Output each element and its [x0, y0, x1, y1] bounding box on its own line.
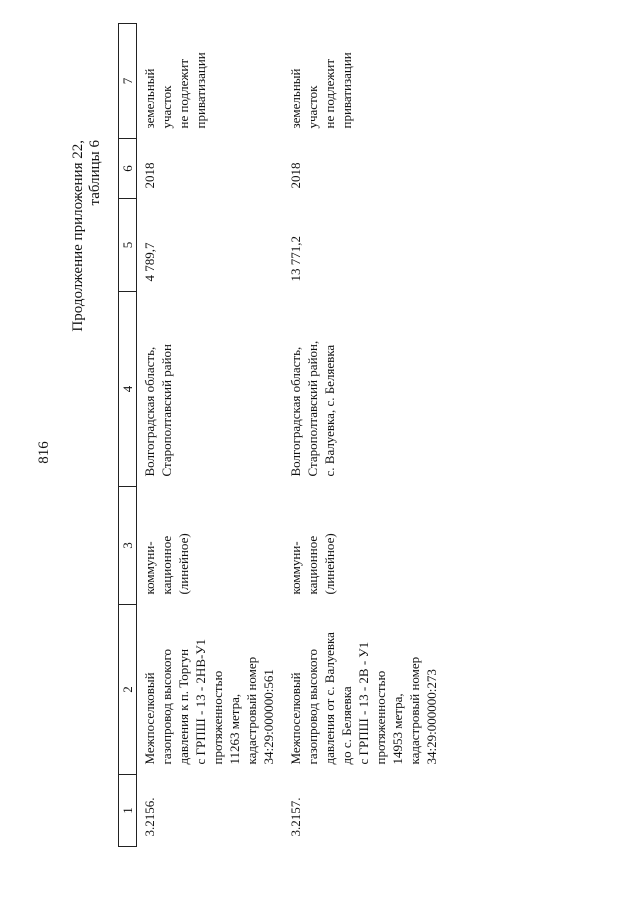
note-line: не подлежит [322, 58, 337, 129]
object-type-line: коммуни- [142, 541, 157, 595]
object-name-line: протяженностью [373, 670, 388, 765]
object-name-line: 11263 метра, [227, 693, 242, 765]
continuation-line-2: таблицы 6 [87, 140, 103, 206]
note-line: земельный [288, 68, 303, 129]
object-value: 13 771,2 [288, 236, 303, 282]
column-number: 5 [119, 199, 137, 292]
object-name-line: кадастровый номер [244, 656, 259, 765]
location-line: с. Валуевка, с. Беляевка [322, 344, 337, 477]
column-number: 1 [119, 775, 137, 847]
object-name [283, 605, 501, 775]
object-name-line: 34:29:000000:561 [261, 669, 276, 765]
object-name-line: кадастровый номер [407, 656, 422, 765]
object-name-line: давления к п. Торгун [176, 648, 191, 765]
continuation-caption [70, 140, 104, 520]
object-type-line: (линейное) [322, 533, 337, 595]
note-line: приватизации [193, 52, 208, 129]
note-line: участок [159, 85, 174, 129]
object-type-line: кационное [159, 535, 174, 595]
object-note [283, 24, 501, 139]
column-number: 3 [119, 487, 137, 605]
object-type-line: (линейное) [176, 533, 191, 595]
location-line: Старополтавский район [159, 344, 174, 477]
column-number: 6 [119, 139, 137, 199]
location-line: Старополтавский район, [305, 340, 320, 477]
object-name-line: Межпоселковый [288, 672, 303, 765]
object-type [283, 487, 501, 605]
continuation-line-1: Продолжение приложения 22, [70, 140, 86, 332]
object-name-line: до с. Беляевка [339, 686, 354, 765]
object-year: 2018 [288, 162, 303, 189]
location-line: Волгоградская область, [142, 346, 157, 477]
note-line: приватизации [339, 52, 354, 129]
table-row [137, 24, 284, 847]
object-location [137, 292, 284, 487]
object-name [137, 605, 284, 775]
object-name-line: газопровод высокого [159, 649, 174, 765]
registry-table [118, 23, 501, 847]
object-value: 4 789,7 [142, 242, 157, 282]
column-number: 4 [119, 292, 137, 487]
object-year: 2018 [142, 162, 157, 189]
object-type-line: кационное [305, 535, 320, 595]
column-number: 2 [119, 605, 137, 775]
page-number: 816 [36, 441, 52, 464]
note-line: участок [305, 85, 320, 129]
table-row [283, 24, 501, 847]
object-note [137, 24, 284, 139]
object-name-line: протяженностью [210, 670, 225, 765]
note-line: не подлежит [176, 58, 191, 129]
row-number: 3.2156. [142, 797, 157, 837]
object-name-line: газопровод высокого [305, 649, 320, 765]
object-name-line: 14953 метра, [390, 693, 405, 765]
object-name-line: Межпоселковый [142, 672, 157, 765]
column-number-row [119, 24, 137, 847]
object-location [283, 292, 501, 487]
object-type [137, 487, 284, 605]
location-line: Волгоградская область, [288, 346, 303, 477]
object-name-line: давления от с. Валуевка [322, 632, 337, 765]
object-name-line: с ГРПШ - 13 - 2В - У1 [356, 641, 371, 765]
object-name-line: с ГРПШ - 13 - 2НВ-У1 [193, 638, 208, 765]
object-type-line: коммуни- [288, 541, 303, 595]
note-line: земельный [142, 68, 157, 129]
object-name-line: 34:29:000000:273 [424, 669, 439, 765]
row-number: 3.2157. [288, 797, 303, 837]
column-number: 7 [119, 24, 137, 139]
